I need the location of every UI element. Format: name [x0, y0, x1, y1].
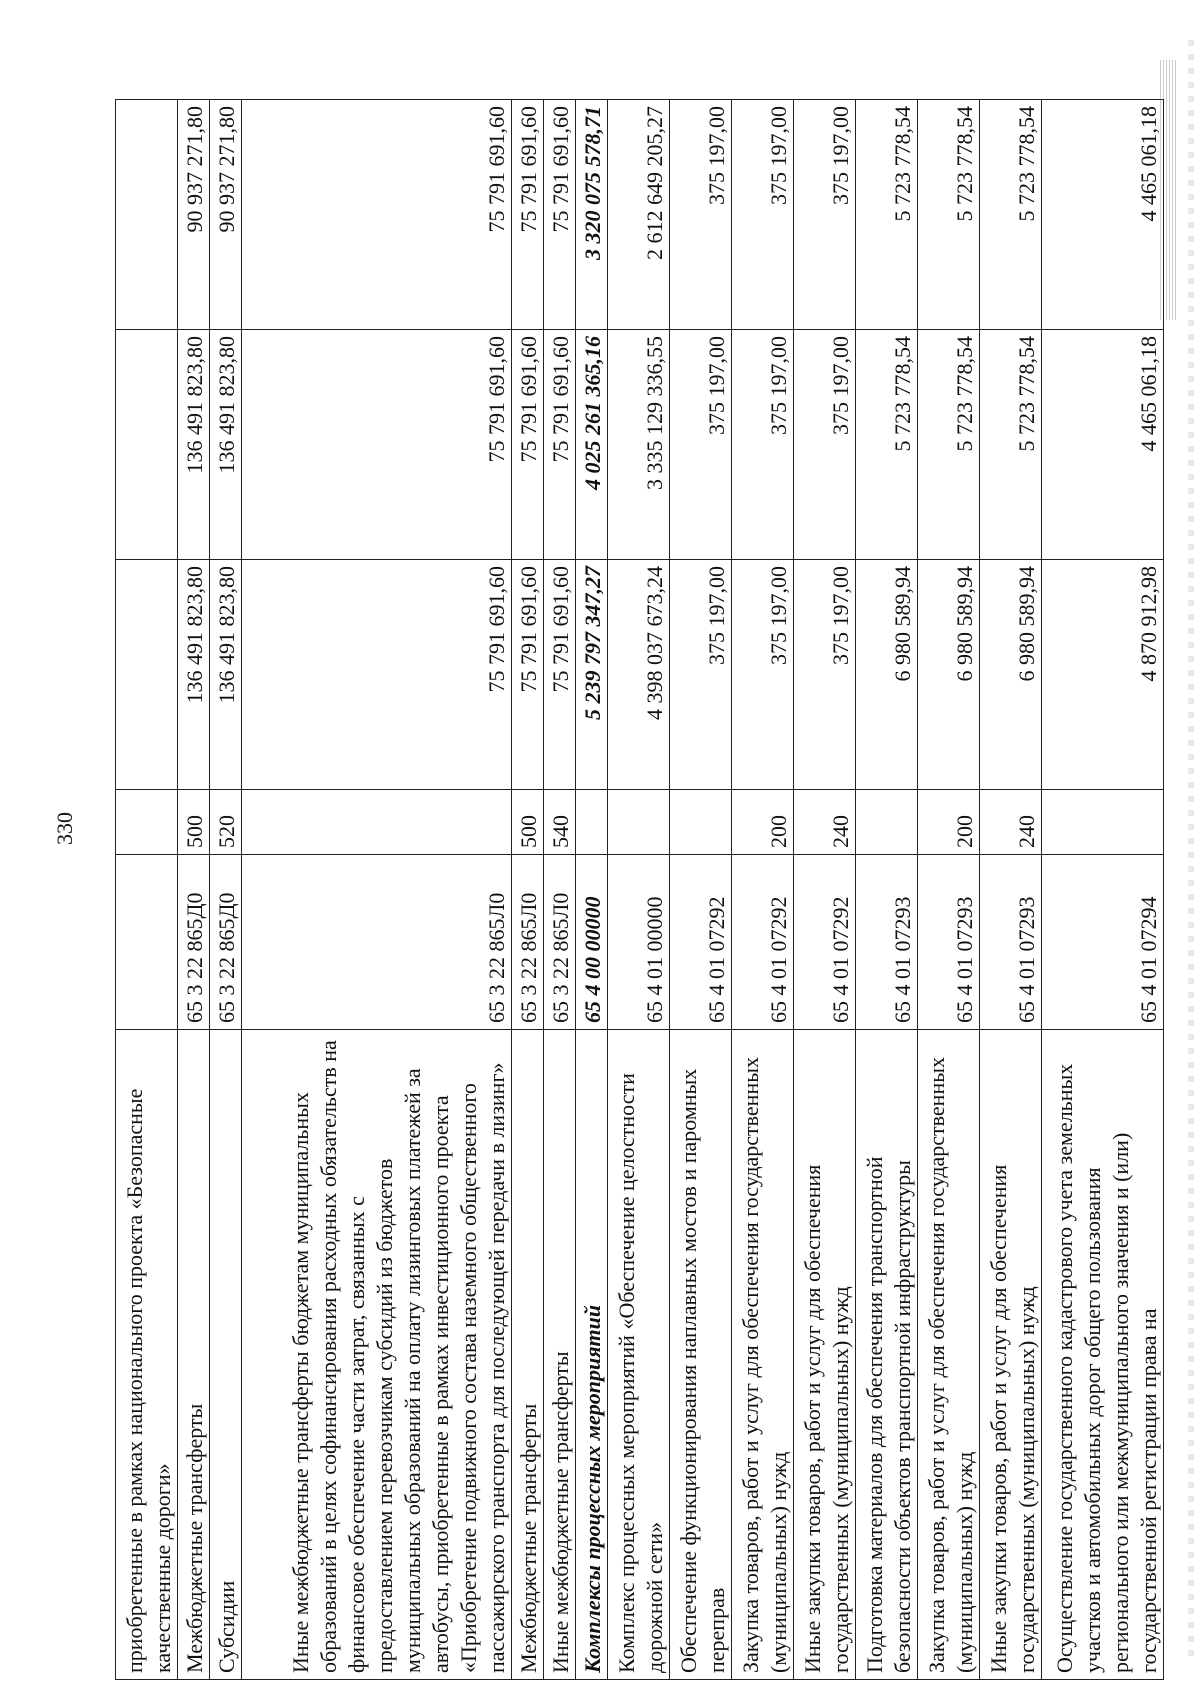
row-amount-1	[116, 560, 178, 790]
row-code: 65 4 01 07292	[794, 855, 856, 1030]
row-expense-type: 500	[178, 790, 210, 855]
row-amount-3: 75 791 691,60	[544, 100, 576, 330]
row-code: 65 4 00 00000	[576, 855, 608, 1030]
row-amount-1: 4 398 037 673,24	[608, 560, 670, 790]
row-amount-3: 75 791 691,60	[512, 100, 544, 330]
table-row	[794, 100, 856, 1680]
row-expense-type: 500	[512, 790, 544, 855]
row-amount-2: 5 723 778,54	[856, 330, 918, 560]
table-row	[544, 100, 576, 1680]
row-amount-1: 75 791 691,60	[242, 560, 512, 790]
row-expense-type: 240	[980, 790, 1042, 855]
table-row	[670, 100, 732, 1680]
row-expense-type	[116, 790, 178, 855]
row-code: 65 3 22 865Д0	[178, 855, 210, 1030]
row-expense-type	[670, 790, 732, 855]
row-expense-type: 540	[544, 790, 576, 855]
row-amount-1: 375 197,00	[670, 560, 732, 790]
table-row	[178, 100, 210, 1680]
budget-table	[115, 99, 1164, 1680]
row-amount-1: 5 239 797 347,27	[576, 560, 608, 790]
row-code: 65 4 01 07293	[856, 855, 918, 1030]
row-expense-type: 240	[794, 790, 856, 855]
table-row	[1042, 100, 1164, 1680]
row-name: Обеспечение функционирования наплавных мостов и паромных переправ	[670, 1030, 732, 1680]
row-code: 65 4 01 07292	[670, 855, 732, 1030]
table-row	[116, 100, 178, 1680]
row-code: 65 3 22 865Д0	[210, 855, 242, 1030]
row-amount-1: 136 491 823,80	[210, 560, 242, 790]
row-amount-3: 5 723 778,54	[980, 100, 1042, 330]
row-code: 65 3 22 865Л0	[544, 855, 576, 1030]
row-code: 65 4 01 07294	[1042, 855, 1164, 1030]
row-amount-2: 4 465 061,18	[1042, 330, 1164, 560]
row-amount-3: 5 723 778,54	[918, 100, 980, 330]
row-code: 65 3 22 865Л0	[242, 855, 512, 1030]
table-row	[210, 100, 242, 1680]
row-expense-type	[242, 790, 512, 855]
table-row	[512, 100, 544, 1680]
row-name: Межбюджетные трансферты	[512, 1030, 544, 1680]
row-code: 65 4 01 07293	[980, 855, 1042, 1030]
row-amount-2: 4 025 261 365,16	[576, 330, 608, 560]
row-name: Субсидии	[210, 1030, 242, 1680]
row-amount-3: 3 320 075 578,71	[576, 100, 608, 330]
row-name: Осуществление государственного кадастрового учета земельных участков и автомобильных дорог общего пользования регионального или межмуниципального значения и (или) государственной регистрации права на	[1042, 1030, 1164, 1680]
table-row	[242, 100, 512, 1680]
table-row	[576, 100, 608, 1680]
row-amount-2: 375 197,00	[794, 330, 856, 560]
row-expense-type: 200	[732, 790, 794, 855]
table-row	[608, 100, 670, 1680]
row-name: Иные межбюджетные трансферты бюджетам муниципальных образований в целях софинансирования расходных обязательств на финансовое обеспечение части затрат, связанных с предоставлением перевозчикам субсидий из бюджетов муниципальных образований на оплату лизинговых платежей за автобусы, приобретенные в рамках инвестиционного проекта «Приобретение подвижного состава наземного общественного пассажирского транспорта для последующей передачи в лизинг»	[242, 1030, 512, 1680]
row-amount-2: 5 723 778,54	[980, 330, 1042, 560]
row-name: Закупка товаров, работ и услуг для обеспечения государственных (муниципальных) нужд	[732, 1030, 794, 1680]
row-amount-2: 136 491 823,80	[178, 330, 210, 560]
row-amount-3: 90 937 271,80	[178, 100, 210, 330]
row-amount-1: 75 791 691,60	[544, 560, 576, 790]
row-amount-1: 6 980 589,94	[918, 560, 980, 790]
row-name: Закупка товаров, работ и услуг для обеспечения государственных (муниципальных) нужд	[918, 1030, 980, 1680]
row-amount-2: 5 723 778,54	[918, 330, 980, 560]
row-code: 65 4 01 00000	[608, 855, 670, 1030]
row-name: Комплексы процессных мероприятий	[576, 1030, 608, 1680]
row-expense-type: 200	[918, 790, 980, 855]
table-row	[918, 100, 980, 1680]
row-expense-type	[856, 790, 918, 855]
row-amount-2	[116, 330, 178, 560]
row-amount-3: 375 197,00	[794, 100, 856, 330]
row-amount-1: 6 980 589,94	[856, 560, 918, 790]
row-amount-3: 375 197,00	[670, 100, 732, 330]
row-amount-3	[116, 100, 178, 330]
table-row	[856, 100, 918, 1680]
table-row	[732, 100, 794, 1680]
row-amount-1: 136 491 823,80	[178, 560, 210, 790]
row-code: 65 4 01 07292	[732, 855, 794, 1030]
row-amount-2: 75 791 691,60	[544, 330, 576, 560]
row-name: Иные межбюджетные трансферты	[544, 1030, 576, 1680]
budget-table-rotated	[115, 100, 1195, 1680]
row-amount-3: 90 937 271,80	[210, 100, 242, 330]
row-name: Иные закупки товаров, работ и услуг для обеспечения государственных (муниципальных) нужд	[794, 1030, 856, 1680]
row-amount-2: 375 197,00	[732, 330, 794, 560]
row-amount-1: 375 197,00	[794, 560, 856, 790]
row-amount-3: 5 723 778,54	[856, 100, 918, 330]
row-expense-type	[576, 790, 608, 855]
row-name: Подготовка материалов для обеспечения транспортной безопасности объектов транспортной инфраструктуры	[856, 1030, 918, 1680]
row-amount-2: 3 335 129 336,55	[608, 330, 670, 560]
row-name: Комплекс процессных мероприятий «Обеспечение целостности дорожной сети»	[608, 1030, 670, 1680]
row-amount-3: 4 465 061,18	[1042, 100, 1164, 330]
row-amount-1: 6 980 589,94	[980, 560, 1042, 790]
row-code: 65 4 01 07293	[918, 855, 980, 1030]
row-amount-2: 75 791 691,60	[512, 330, 544, 560]
row-expense-type: 520	[210, 790, 242, 855]
row-amount-3: 2 612 649 205,27	[608, 100, 670, 330]
row-amount-3: 75 791 691,60	[242, 100, 512, 330]
row-name: приобретенные в рамках национального проекта «Безопасные качественные дороги»	[116, 1030, 178, 1680]
row-name: Межбюджетные трансферты	[178, 1030, 210, 1680]
row-amount-2: 375 197,00	[670, 330, 732, 560]
row-amount-2: 75 791 691,60	[242, 330, 512, 560]
row-expense-type	[608, 790, 670, 855]
table-row	[980, 100, 1042, 1680]
row-amount-2: 136 491 823,80	[210, 330, 242, 560]
row-code	[116, 855, 178, 1030]
row-amount-1: 375 197,00	[732, 560, 794, 790]
row-code: 65 3 22 865Л0	[512, 855, 544, 1030]
row-expense-type	[1042, 790, 1164, 855]
row-amount-1: 75 791 691,60	[512, 560, 544, 790]
row-name: Иные закупки товаров, работ и услуг для обеспечения государственных (муниципальных) нужд	[980, 1030, 1042, 1680]
row-amount-1: 4 870 912,98	[1042, 560, 1164, 790]
row-amount-3: 375 197,00	[732, 100, 794, 330]
page-number: 330	[52, 812, 77, 845]
